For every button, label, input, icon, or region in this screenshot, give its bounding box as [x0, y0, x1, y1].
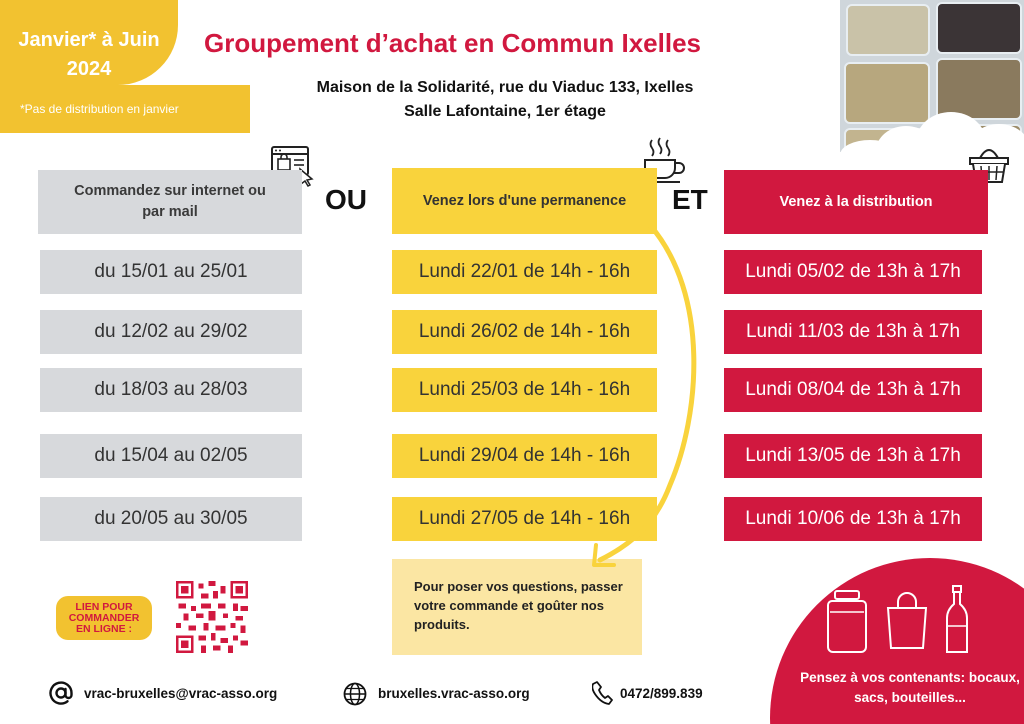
column-header-distribution: [724, 170, 988, 234]
permanence-2: Lundi 26/02 de 14h - 16h: [392, 310, 657, 354]
globe-icon: [343, 682, 367, 706]
column-header-distribution-label: Venez à la distribution: [779, 193, 933, 210]
phone-icon: [592, 680, 614, 706]
order-link-label: LIEN POUR COMMANDER EN LIGNE :: [68, 600, 140, 635]
column-header-permanence: [392, 168, 657, 234]
distribution-4: Lundi 13/05 de 13h à 17h: [724, 434, 982, 478]
column-header-internet: [38, 170, 302, 234]
order-period-2: du 12/02 au 29/02: [40, 310, 302, 354]
distribution-2: Lundi 11/03 de 13h à 17h: [724, 310, 982, 354]
bottle-icon: [944, 584, 970, 656]
connector-et: ET: [672, 184, 708, 215]
bulk-food-photo: [840, 0, 1024, 152]
containers-note: Pensez à vos contenants: bocaux, sacs, bouteilles...: [800, 670, 1020, 705]
period-note: *Pas de distribution en janvier: [20, 102, 179, 116]
bag-icon: [884, 590, 930, 650]
address-line-2: Salle Lafontaine, 1er étage: [404, 103, 606, 120]
column-header-internet-label: Commandez sur internet ou par mail: [74, 183, 266, 220]
permanence-3: Lundi 25/03 de 14h - 16h: [392, 368, 657, 412]
page-title: Groupement d’achat en Commun Ixelles: [204, 28, 701, 58]
order-period-1: du 15/01 au 25/01: [40, 250, 302, 294]
qr-code-icon[interactable]: [176, 581, 248, 653]
contact-email[interactable]: vrac-bruxelles@vrac-asso.org: [84, 686, 278, 701]
order-period-4: du 15/04 au 02/05: [40, 434, 302, 478]
column-header-permanence-label: Venez lors d'une permanence: [422, 192, 627, 209]
contact-website[interactable]: bruxelles.vrac-asso.org: [378, 686, 530, 701]
permanence-5: Lundi 27/05 de 14h - 16h: [392, 497, 657, 541]
period-note-band: [0, 85, 250, 133]
period-label: Janvier* à Juin 2024: [18, 29, 160, 80]
permanence-1: Lundi 22/01 de 14h - 16h: [392, 250, 657, 294]
permanence-4: Lundi 29/04 de 14h - 16h: [392, 434, 657, 478]
period-badge: [0, 0, 178, 85]
order-period-3: du 18/03 au 28/03: [40, 368, 302, 412]
permanence-info-text: Pour poser vos questions, passer votre commande et goûter nos produits.: [414, 579, 623, 632]
distribution-1: Lundi 05/02 de 13h à 17h: [724, 250, 982, 294]
connector-ou: OU: [325, 184, 367, 215]
permanence-info-box: [392, 559, 642, 655]
order-period-5: du 20/05 au 30/05: [40, 497, 302, 541]
at-icon: [48, 680, 74, 706]
address-line-1: Maison de la Solidarité, rue du Viaduc 133, Ixelles: [316, 79, 694, 96]
jar-icon: [826, 588, 868, 654]
address: [270, 76, 740, 124]
contact-phone[interactable]: 0472/899.839: [620, 686, 703, 701]
order-link-badge: [56, 596, 152, 640]
distribution-5: Lundi 10/06 de 13h à 17h: [724, 497, 982, 541]
distribution-3: Lundi 08/04 de 13h à 17h: [724, 368, 982, 412]
